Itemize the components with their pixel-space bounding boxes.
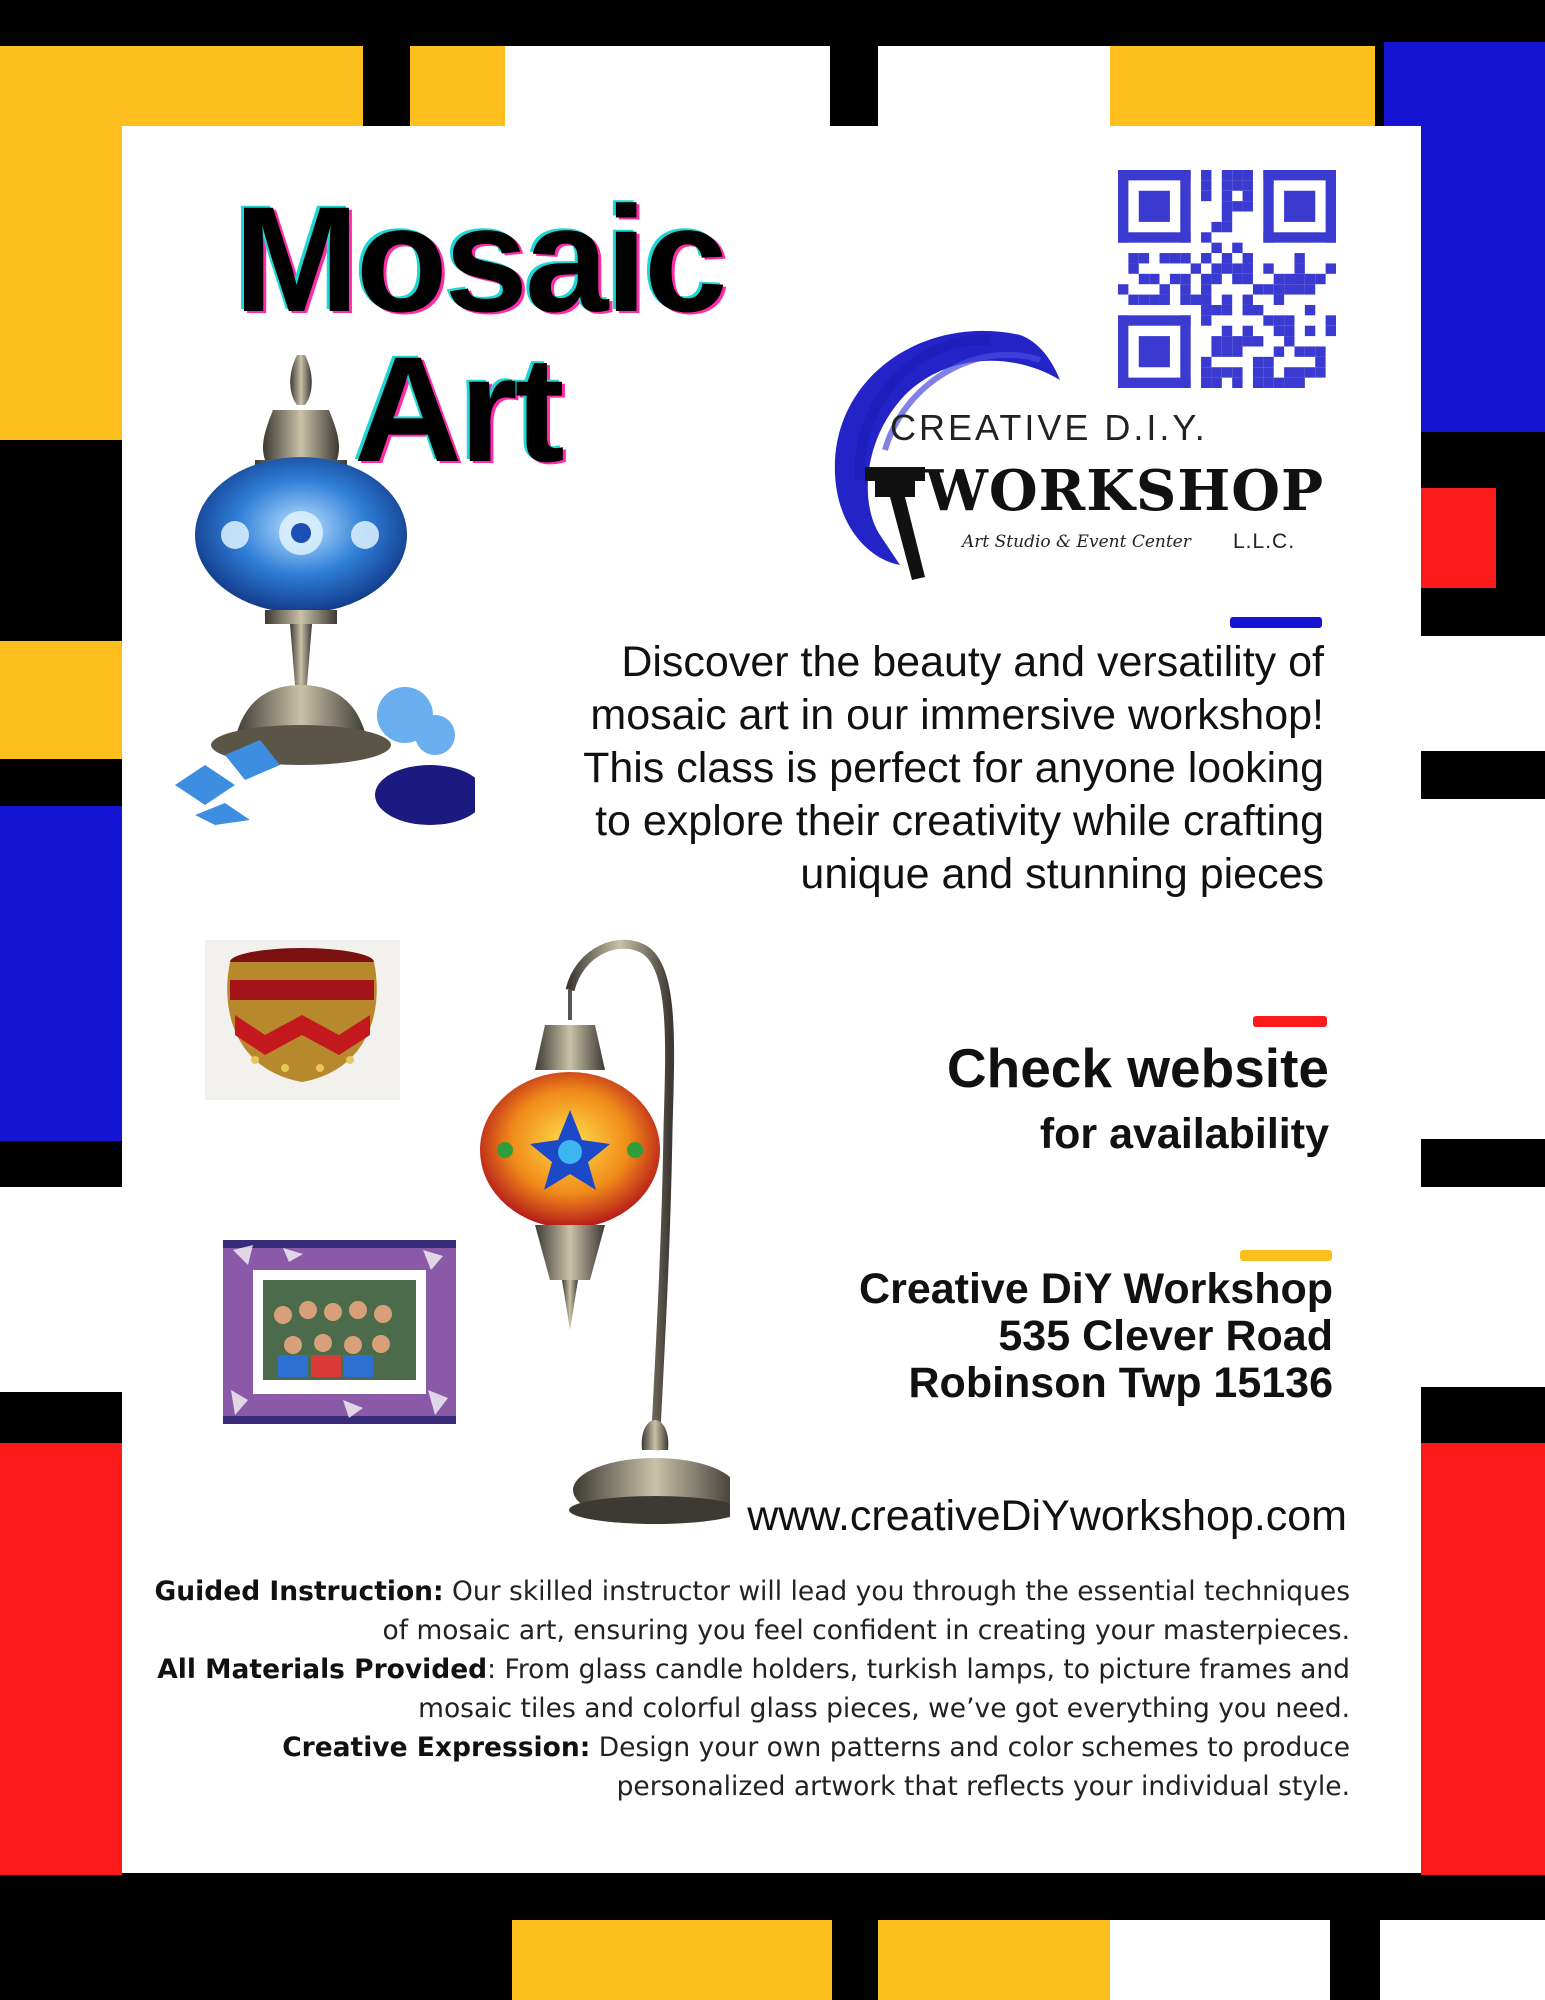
detail-guided-instruction [150, 1572, 1350, 1650]
detail-label: All Materials Provided [157, 1654, 488, 1685]
red-accent-bar [1253, 1016, 1327, 1027]
intro-line: mosaic art in our immersive workshop! [590, 691, 1324, 739]
bg-block [878, 46, 1110, 126]
detail-materials [150, 1650, 1350, 1728]
bg-block [1421, 636, 1545, 751]
intro-line: to explore their creativity while crafting [595, 797, 1324, 845]
candle-holder-image [205, 940, 400, 1100]
address-line: 535 Clever Road [998, 1312, 1333, 1360]
mosaic-picture-frame-image [223, 1240, 456, 1424]
check-website-heading: Check website [946, 1037, 1329, 1099]
bg-block [1421, 1443, 1545, 1875]
bg-block [505, 46, 830, 126]
bg-block [878, 1920, 1110, 2000]
title-line-1: Mosaic [234, 175, 725, 343]
bg-block [0, 806, 122, 1141]
logo-tagline: Art Studio & Event Center [962, 532, 1191, 552]
bg-block [1380, 1920, 1545, 2000]
yellow-accent-bar [1240, 1250, 1332, 1261]
logo-workshop: WORKSHOP [925, 458, 1325, 524]
intro-paragraph [320, 636, 1324, 901]
bg-block [0, 440, 122, 640]
intro-line: This class is perfect for anyone looking [583, 744, 1324, 792]
bg-block [1421, 488, 1496, 588]
qr-code[interactable] [1118, 170, 1336, 388]
address-line: Robinson Twp 15136 [908, 1359, 1333, 1407]
title-line-2: Art [354, 325, 562, 493]
blue-accent-bar [1230, 617, 1322, 628]
detail-label: Guided Instruction: [154, 1576, 444, 1607]
address-line: Creative DiY Workshop [859, 1265, 1333, 1313]
bg-block [512, 1920, 832, 2000]
bg-block [1421, 1187, 1545, 1387]
check-website-subheading: for availability [1039, 1110, 1329, 1158]
intro-line: Discover the beauty and versatility of [621, 638, 1324, 686]
detail-text: Our skilled instructor will lead you through the essential techniques of mosaic art, ensuring you feel confident in creating your masterpieces. [382, 1576, 1350, 1646]
intro-line: unique and stunning pieces [800, 850, 1324, 898]
logo-creative: CREATIVE D.I.Y. [890, 407, 1208, 448]
logo-llc: L.L.C. [1233, 530, 1296, 553]
detail-label: Creative Expression: [282, 1732, 591, 1763]
detail-text: Design your own patterns and color schemes to produce personalized artwork that reflects your individual style. [590, 1732, 1350, 1802]
details-block [150, 1572, 1350, 1806]
bg-block [0, 1443, 122, 1875]
bg-block [0, 641, 122, 759]
bg-block [0, 1187, 122, 1392]
detail-text: : From glass candle holders, turkish lamps, to picture frames and mosaic tiles and colorful glass pieces, we’ve got everything you need. [418, 1654, 1350, 1724]
website-link[interactable]: www.creativeDiYworkshop.com [747, 1492, 1347, 1540]
detail-creative-expression [150, 1728, 1350, 1806]
bg-block [410, 46, 505, 126]
bg-block [1421, 799, 1545, 1139]
address-block [859, 1266, 1333, 1407]
turkish-lamp-image [470, 930, 730, 1530]
bg-block [1110, 46, 1375, 126]
bg-block [1110, 1920, 1330, 2000]
